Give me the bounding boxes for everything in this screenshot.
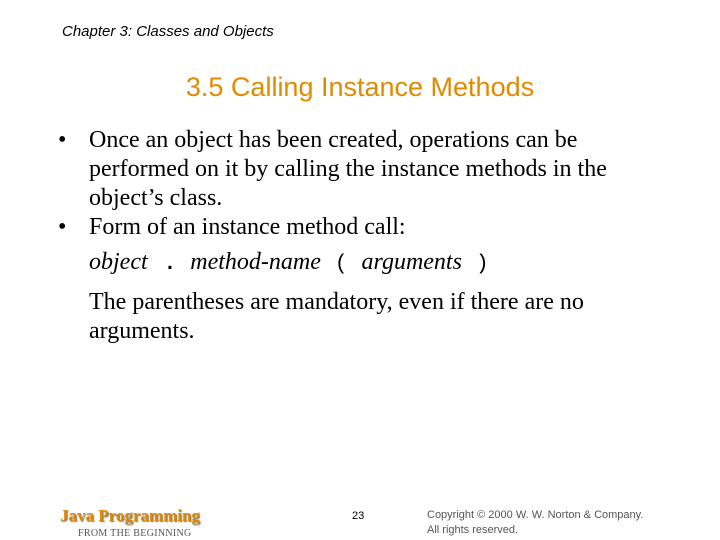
syntax-dot: . [163,253,177,276]
page-number: 23 [352,510,365,522]
bullet-item [58,126,678,213]
footer-subtitle: FROM THE BEGINNING [78,528,192,539]
bullet-marker: • [58,127,67,153]
chapter-header: Chapter 3: Classes and Objects [62,23,274,40]
copyright-line: All rights reserved. [427,524,519,536]
syntax-method-name: method-name [190,249,321,275]
syntax-close-paren: ) [475,253,489,276]
bullet-text: Form of an instance method call: [89,214,406,240]
bullet-item [58,213,678,242]
syntax-object: object [89,249,148,275]
syntax-arguments: arguments [361,249,462,275]
bullet-marker: • [58,214,67,240]
slide-body [58,126,678,346]
footer-brand: Java Programming [60,506,200,525]
bullet-text: Once an object has been created, operations can be performed on it by calling the instance methods in the object’s class. [89,127,607,211]
copyright [427,508,643,538]
note-text: The parentheses are mandatory, even if there are no arguments. [89,289,584,344]
method-call-syntax [89,248,678,278]
slide-title: 3.5 Calling Instance Methods [185,72,535,102]
copyright-line: Copyright © 2000 W. W. Norton & Company. [427,509,644,521]
syntax-open-paren: ( [334,253,348,276]
